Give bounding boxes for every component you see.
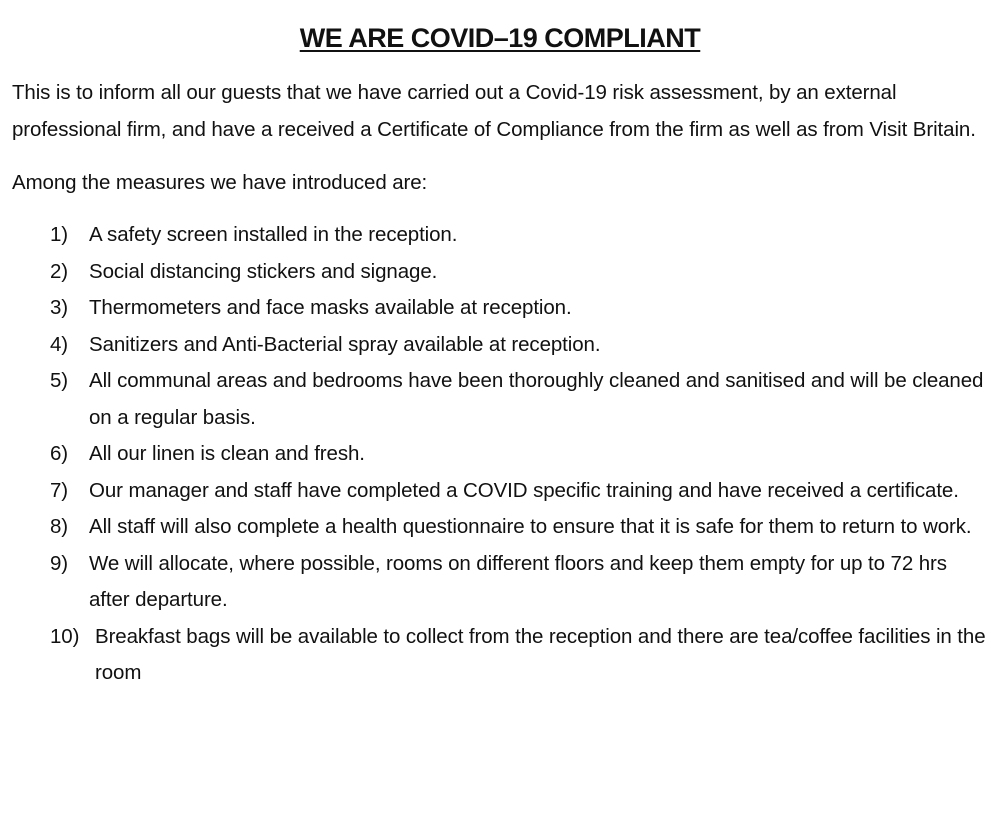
measures-list bbox=[12, 217, 988, 692]
list-item-text: Sanitizers and Anti-Bacterial spray available at reception. bbox=[89, 332, 601, 356]
list-item bbox=[12, 473, 988, 510]
list-item-number: 4) bbox=[50, 332, 69, 356]
document-title bbox=[12, 18, 988, 58]
list-item bbox=[12, 290, 988, 327]
list-item-text: A safety screen installed in the reception. bbox=[89, 223, 458, 246]
list-item-number: 9) bbox=[50, 551, 69, 575]
list-item-number: 7) bbox=[50, 478, 69, 502]
document bbox=[12, 18, 988, 692]
list-item-text: Social distancing stickers and signage. bbox=[89, 259, 438, 283]
list-item bbox=[12, 363, 988, 436]
list-item-number: 1) bbox=[50, 223, 69, 246]
intro-paragraph: This is to inform all our guests that we have carried out a Covid-19 risk assessment, by an external professional firm, and have a received a Certificate of Compliance from the firm as well as from Visit Britain. bbox=[12, 81, 976, 141]
list-item-number: 6) bbox=[50, 442, 69, 465]
list-item bbox=[12, 619, 988, 692]
list-item bbox=[12, 509, 988, 546]
list-item-text: Thermometers and face masks available at reception. bbox=[89, 296, 572, 319]
document-title-text: WE ARE COVID–19 COMPLIANT bbox=[299, 23, 701, 53]
measures-heading: Among the measures we have introduced are: bbox=[12, 171, 428, 194]
list-item-number: 3) bbox=[50, 296, 69, 319]
list-item bbox=[12, 327, 988, 364]
list-item bbox=[12, 217, 988, 254]
list-item-text: We will allocate, where possible, rooms on different floors and keep them empty for up to 72 hrs after departure. bbox=[89, 551, 947, 611]
list-item bbox=[12, 436, 988, 473]
list-item-number: 8) bbox=[50, 515, 69, 538]
list-item-number: 2) bbox=[50, 259, 69, 283]
list-item-text: All staff will also complete a health questionnaire to ensure that it is safe for them to return to work. bbox=[89, 515, 972, 538]
list-item-text: All communal areas and bedrooms have been thoroughly cleaned and sanitised and will be cleaned on a regular basis. bbox=[89, 369, 984, 429]
list-item-number: 10) bbox=[50, 624, 80, 648]
list-item-text: All our linen is clean and fresh. bbox=[89, 442, 365, 465]
list-item bbox=[12, 546, 988, 619]
list-item-number: 5) bbox=[50, 369, 69, 392]
list-item-text: Our manager and staff have completed a COVID specific training and have received a certificate. bbox=[89, 478, 959, 502]
list-item-text: Breakfast bags will be available to collect from the reception and there are tea/coffee facilities in the room bbox=[95, 624, 986, 684]
list-item bbox=[12, 254, 988, 291]
